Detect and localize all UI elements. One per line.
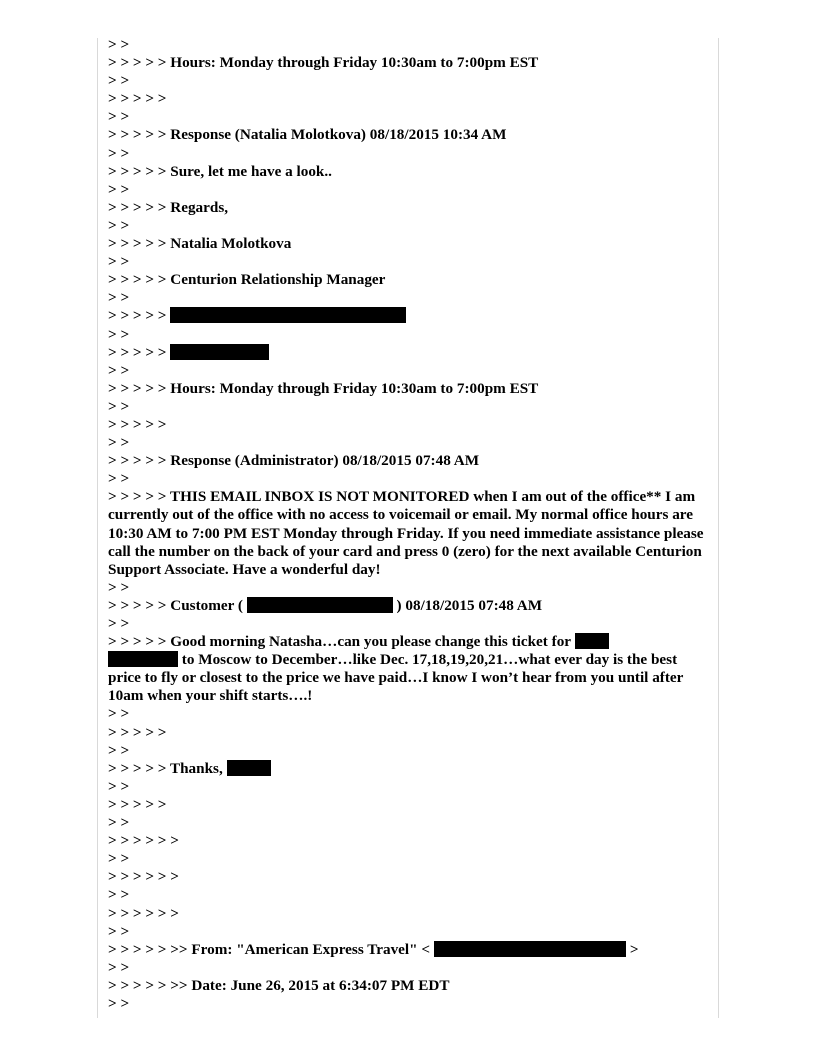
customer-request <box>108 633 708 705</box>
quote-line-text: > > <box>108 922 130 940</box>
page-border-right <box>718 38 719 1018</box>
quote-line-text: > > <box>108 397 130 415</box>
redacted-customer-email <box>247 597 393 613</box>
request-text-start: > > > > > Good morning Natasha…can you please change this ticket for <box>108 633 575 651</box>
quote-line-text: > > <box>108 325 130 343</box>
quote-line-text: > > > > > Hours: Monday through Friday 10:30am to 7:00pm EST <box>108 54 539 72</box>
quote-line <box>108 253 708 271</box>
quote-line <box>108 90 708 108</box>
quote-line-text: > > <box>108 289 130 307</box>
quote-line <box>108 145 708 163</box>
quote-line-text: > > > > > > <box>108 868 179 886</box>
quote-line <box>108 923 708 941</box>
quote-separator: > > <box>108 578 130 596</box>
quote-line-text: > > > > > Centurion Relationship Manager <box>108 271 386 289</box>
quote-line-text: > > <box>108 814 130 832</box>
quote-line-text: > > > > > Response (Administrator) 08/18/2015 07:48 AM <box>108 452 480 470</box>
from-text: > > > > > >> From: "American Express Travel" < <box>108 940 431 958</box>
quote-line <box>108 344 708 362</box>
quote-line <box>108 326 708 344</box>
quote-line <box>108 850 708 868</box>
quote-line-text: > > <box>108 777 130 795</box>
quote-line-text: > > <box>108 434 130 452</box>
request-text-end: to Moscow to December…like Dec. 17,18,19,20,21…what ever day is the best price to fly or closest to the price we have paid…I know I won’t hear from you until after 10am when your shift starts….! <box>108 651 687 705</box>
quote-line-text: > > > > > > <box>108 904 179 922</box>
quote-line <box>108 108 708 126</box>
email-lines-tail <box>108 778 708 941</box>
quote-line <box>108 362 708 380</box>
redacted-passenger-second <box>108 651 178 667</box>
quote-line-text: > > > > > Response (Natalia Molotkova) 08/18/2015 10:34 AM <box>108 126 507 144</box>
quote-line-text: > > > > > Sure, let me have a look.. <box>108 162 332 180</box>
quote-line <box>108 163 708 181</box>
quote-line <box>108 307 708 325</box>
quote-separator: > > <box>108 958 130 976</box>
quote-line: > > > > > <box>108 723 167 741</box>
quote-line <box>108 832 708 850</box>
quote-line-text: > > <box>108 36 130 53</box>
quote-line-text: > > <box>108 850 130 868</box>
redacted-passenger-first <box>575 633 609 649</box>
quote-line-text: > > > > > <box>108 795 167 813</box>
quote-line-text: > > > > > > <box>108 832 179 850</box>
quote-line-text: > > > > > <box>108 307 167 325</box>
quote-line <box>108 886 708 904</box>
quote-line <box>108 72 708 90</box>
quote-line <box>108 796 708 814</box>
from-close: > <box>626 940 639 958</box>
quote-line-text: > > > > > Regards, <box>108 198 229 216</box>
quote-line-text: > > <box>108 361 130 379</box>
quote-line <box>108 416 708 434</box>
redacted-signature-name <box>227 760 271 776</box>
quote-line <box>108 434 708 452</box>
forwarded-date-line: > > > > > >> Date: June 26, 2015 at 6:34:07 PM EDT <box>108 976 450 994</box>
email-lines-top <box>108 36 708 488</box>
quote-line <box>108 217 708 235</box>
quote-line-text: > > <box>108 253 130 271</box>
quote-line-text: > > <box>108 886 130 904</box>
quote-line-text: > > <box>108 180 130 198</box>
quote-line <box>108 199 708 217</box>
quote-separator: > > <box>108 705 130 723</box>
quote-line-text: > > <box>108 216 130 234</box>
quote-line <box>108 36 708 54</box>
quote-line-text: > > <box>108 108 130 126</box>
thanks-text: > > > > > Thanks, <box>108 759 227 777</box>
quote-line-text: > > <box>108 72 130 90</box>
quote-line <box>108 54 708 72</box>
quote-line-text: > > <box>108 144 130 162</box>
page-border-left <box>97 38 98 1018</box>
quote-line-text: > > > > > Hours: Monday through Friday 10:30am to 7:00pm EST <box>108 379 539 397</box>
quote-line <box>108 398 708 416</box>
quote-separator: > > <box>108 994 130 1012</box>
quote-line <box>108 868 708 886</box>
quote-line <box>108 905 708 923</box>
quote-line-text: > > <box>108 470 130 488</box>
quote-line-text: > > > > > <box>108 90 167 108</box>
quote-line-text: > > > > > Natalia Molotkova <box>108 235 292 253</box>
quote-line <box>108 235 708 253</box>
quote-line <box>108 814 708 832</box>
quote-line <box>108 126 708 144</box>
quote-separator: > > <box>108 615 130 632</box>
customer-prefix: > > > > > Customer ( <box>108 596 243 614</box>
customer-header <box>108 597 708 615</box>
quote-line <box>108 778 708 796</box>
redacted-email-address <box>170 307 406 323</box>
quote-separator: > > <box>108 741 130 759</box>
thanks-line <box>108 760 708 778</box>
quote-line <box>108 181 708 199</box>
quote-line-text: > > > > > <box>108 415 167 433</box>
customer-date: ) 08/18/2015 07:48 AM <box>392 596 543 614</box>
email-document <box>108 36 708 1013</box>
quote-line <box>108 380 708 398</box>
quote-line-text: > > > > > <box>108 343 167 361</box>
quote-line <box>108 452 708 470</box>
quote-line <box>108 271 708 289</box>
quote-line <box>108 289 708 307</box>
redacted-from-address <box>434 941 626 957</box>
auto-reply-text: > > > > > THIS EMAIL INBOX IS NOT MONITORED when I am out of the office** I am currently out of the office with no access to voicemail or email. My normal office hours are 10:30 AM to 7:00 PM EST Monday through Friday. If you need immediate assistance please call the number on the back of your card and press 0 (zero) for the next available Centurion Support Associate. Have a wonderful day! <box>108 488 708 578</box>
quote-line <box>108 470 708 488</box>
redacted-phone-number <box>170 344 269 360</box>
forwarded-from-line <box>108 941 708 959</box>
